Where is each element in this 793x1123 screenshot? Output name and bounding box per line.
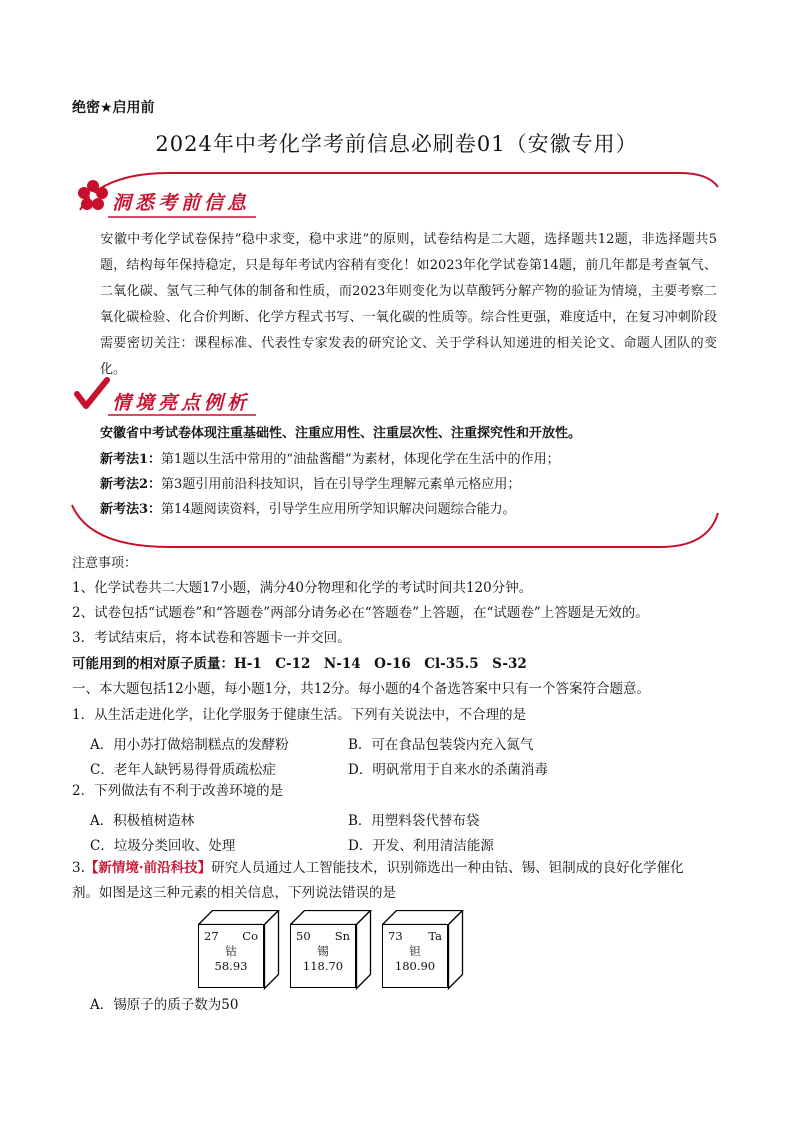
red-check-icon [74,376,110,410]
q3-option-a: A．锡原子的质子数为50 [90,997,239,1013]
q1-option-b: B．可在食品包装袋内充入氮气 [348,737,534,753]
atomic-masses: 可能用到的相对原子质量：H-1 C-12 N-14 O-16 Cl-35.5 S-32 [72,656,527,672]
q2-stem: 2．下列做法有不利于改善环境的是 [72,783,284,799]
q2-option-c: C．垃圾分类回收、处理 [90,838,236,854]
info-paragraph [100,227,717,383]
q1-option-d: D．明矾常用于自来水的杀菌消毒 [348,762,548,778]
q1-stem: 1．从生活走进化学，让化学服务于健康生活。下列有关说法中，不合理的是 [72,707,527,723]
q2-option-b: B．用塑料袋代替布袋 [348,813,480,829]
heading-highlights: 情境亮点例析 [112,392,251,414]
highlights-summary: 安徽省中考试卷体现注重基础性、注重应用性、注重层次性、注重探究性和开放性。 [100,426,582,441]
section1-intro: 一、本大题包括12小题，每小题1分，共12分。每小题的4个备选答案中只有一个答案符合题意。 [72,681,651,697]
q3-tag: 【新情境·前沿科技】 [84,860,212,876]
note-item-2: 2、试卷包括“试题卷”和“答题卷”两部分请务必在“答题卷”上答题，在“试题卷”上答题是无效的。 [72,605,649,621]
page-title: 2024年中考化学考前信息必刷卷01（安徽专用） [155,132,638,156]
info-paragraph-text: 安徽中考化学试卷保持“稳中求变，稳中求进”的原则，试卷结构是二大题，选择题共12题，非选择题共5题，结构每年保持稳定，只是每年考试内容稍有变化！如2023年化学试卷第14题，前几年都是考查氧气、二氧化碳、氢气三种气体的制备和性质，而2023年则变化为以草酸钙分解产物的验证为情境，主要考察二氧化碳检验、化合价判断、化学方程式书写、一氧化碳的性质等。综合性更强，难度适中，在复习冲刺阶段需要密切关注：课程标准、代表性专家发表的研究论文、关于学科认知递进的相关论文、命题人团队的变化。 [100,232,717,377]
note-item-1: 1、化学试卷共二大题17小题，满分40分物理和化学的考试时间共120分钟。 [72,580,533,596]
heading-underline [108,214,258,220]
secret-label: 绝密★启用前 [72,100,155,116]
q2-option-a: A．积极植树造林 [90,813,195,829]
notes-heading: 注意事项： [72,556,138,571]
new-method-2: 新考法2：第3题引用前沿科技知识，旨在引导学生理解元素单元格应用； [100,477,521,492]
q3-stem-line1: 3.【新情境·前沿科技】研究人员通过人工智能技术，识别筛选出一种由钴、锡、钽制成的良好化学催化 [72,860,684,876]
q1-option-a: A．用小苏打做焙制糕点的发酵粉 [90,737,289,753]
q2-option-d: D．开发、利用清洁能源 [348,838,494,854]
heading-exam-info: 洞悉考前信息 [112,192,251,214]
q1-option-c: C．老年人缺钙易得骨质疏松症 [90,762,276,778]
new-method-1: 新考法1：第1题以生活中常用的“油盐酱醋”为素材，体现化学在生活中的作用； [100,452,560,467]
note-item-3: 3．考试结束后，将本试卷和答题卡一并交回。 [72,630,351,646]
q3-stem-line2: 剂。如图是这三种元素的相关信息，下列说法错误的是 [72,885,396,901]
red-flower-icon [76,178,110,212]
heading-underline-2 [108,412,258,418]
new-method-3: 新考法3：第14题阅读资料，引导学生应用所学知识解决问题综合能力。 [100,502,516,517]
